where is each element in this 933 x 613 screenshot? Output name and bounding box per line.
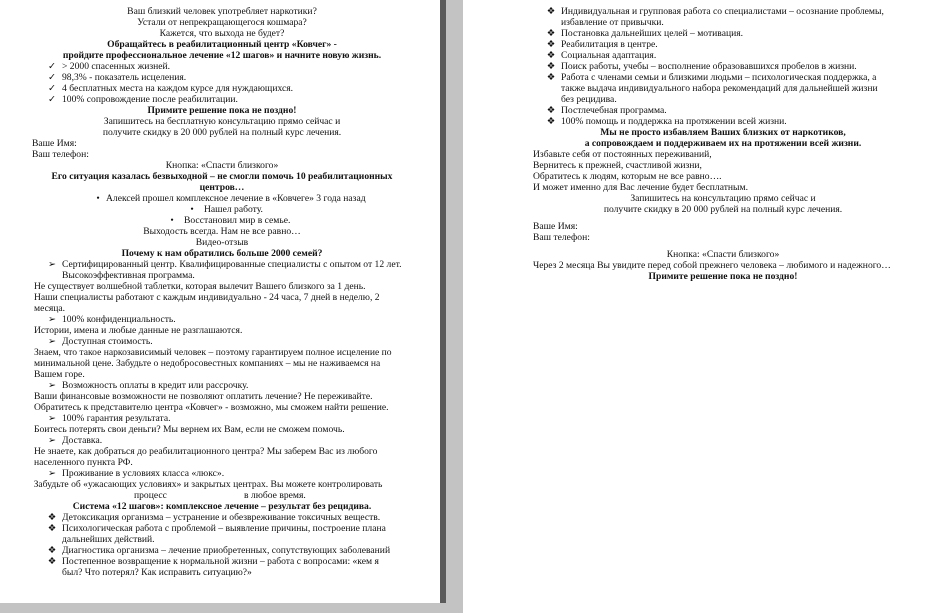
after-line: Через 2 месяца Вы увидите перед собой прежнего человека – любимого и надежного… xyxy=(533,260,891,271)
intro-line: Устали от непрекращающегося кошмара? xyxy=(137,17,307,28)
diamond-bullet-icon: ❖ xyxy=(546,39,556,50)
diamond-bullet-icon: ❖ xyxy=(47,556,57,567)
video-review: Видео-отзыв xyxy=(195,237,249,248)
diamond-bullet-icon: ❖ xyxy=(546,72,556,83)
list-item: ❖ Реабилитация в центре. xyxy=(546,39,658,50)
system-list xyxy=(34,512,410,578)
list-item: • Алексей прошел комплексное лечение в «Ковчеге» 3 года назад xyxy=(34,193,410,204)
list-item: ❖ Работа с членами семьи и близкими людьми – психологическая поддержка, а также выдача индивидуального набора рекомендаций для дальнейшей жизни без рецидива. xyxy=(546,72,878,105)
check-icon: ✓ xyxy=(47,61,57,72)
why-text: Вашем горе. xyxy=(34,369,85,380)
list-item: • Восстановил мир в семье. xyxy=(34,215,410,226)
list-item: ❖ Детоксикация организма – устранение и обезвреживание токсичных веществ. xyxy=(47,512,381,523)
name-label: Ваше Имя: xyxy=(32,138,77,149)
why-text: Истории, имена и любые данные не разглашаются. xyxy=(34,325,243,336)
list-item: ❖ Постановка дальнейших целей – мотивация. xyxy=(546,28,744,39)
why-text: Не знаете, как добраться до реабилитационного центра? Мы заберем Вас из любого xyxy=(34,446,378,457)
list-item: • Нашел работу. xyxy=(34,204,410,215)
checks-list xyxy=(34,61,410,105)
list-item: ❖ Постепенное возвращение к нормальной жизни – работа с вопросами: «кем я был? Что потерял? Как исправить ситуацию?» xyxy=(47,556,379,578)
list-item: ➢ Доставка. xyxy=(47,435,103,446)
diamond-bullet-icon: ❖ xyxy=(546,105,556,116)
diamond-bullet-icon: ❖ xyxy=(47,512,57,523)
list-item: ✓ 4 бесплатных места на каждом курсе для нуждающихся. xyxy=(47,83,294,94)
list-item: ✓ > 2000 спасенных жизней. xyxy=(47,61,171,72)
arrow-bullet-icon: ➢ xyxy=(47,413,57,424)
rid-line: Обратитесь к людям, которым не все равно…. xyxy=(533,171,722,182)
list-item: ❖ Поиск работы, учебы – восполнение образовавшихся пробелов в жизни. xyxy=(546,61,857,72)
arrow-bullet-icon: ➢ xyxy=(47,314,57,325)
list-item: ➢ Сертифицированный центр. Квалифицированные специалисты с опытом от 12 лет. xyxy=(47,259,402,270)
list-item: ➢ Доступная стоимость. xyxy=(47,336,153,347)
why-text: Не существует волшебной таблетки, которая вылечит Вашего близкого за 1 день. xyxy=(34,281,366,292)
list-item: ❖ 100% помощь и поддержка на протяжении всей жизни. xyxy=(546,116,787,127)
list-item: ➢ Возможность оплаты в кредит или рассрочку. xyxy=(47,380,249,391)
cta-title: Обращайтесь в реабилитационный центр «Ковчег» - xyxy=(107,39,337,50)
why-text: Боитесь потерять свои деньги? Мы вернем их Вам, если не сможем помочь. xyxy=(34,424,345,435)
arrow-bullet-icon: ➢ xyxy=(47,380,57,391)
story-title: центров… xyxy=(199,182,245,193)
diamond-bullet-icon: ❖ xyxy=(546,6,556,17)
list-item: ➢ 100% конфиденциальность. xyxy=(47,314,176,325)
list-item: ❖ Индивидуальная и групповая работа со специалистами – осознание проблемы, избавление от привычки. xyxy=(546,6,884,28)
rid-line: И может именно для Вас лечение будет бесплатным. xyxy=(533,182,748,193)
arrow-bullet-icon: ➢ xyxy=(47,435,57,446)
intro-line: Кажется, что выхода не будет? xyxy=(159,28,285,39)
list-item: ✓ 98,3% - показатель исцеления. xyxy=(47,72,187,83)
dot-bullet-icon: • xyxy=(190,204,194,215)
document-page-1 xyxy=(0,0,440,603)
forget-word: процесс xyxy=(134,490,167,501)
diamond-bullet-icon: ❖ xyxy=(546,50,556,61)
list-item: ❖ Диагностика организма – лечение приобретенных, сопутствующих заболеваний xyxy=(47,545,391,556)
diamond-bullet-icon: ❖ xyxy=(546,28,556,39)
decide-heading: Примите решение пока не поздно! xyxy=(147,105,297,116)
phone-label: Ваш телефон: xyxy=(533,232,590,243)
story-list xyxy=(34,193,410,226)
signup-line: получите скидку в 20 000 рублей на полный курс лечения. xyxy=(102,127,342,138)
page-bottom-strip xyxy=(0,603,446,613)
button-placeholder: Кнопка: «Спасти близкого» xyxy=(165,160,279,171)
decide-heading: Примите решение пока не поздно! xyxy=(648,271,798,282)
arrow-bullet-icon: ➢ xyxy=(47,259,57,270)
page-gutter xyxy=(446,0,463,613)
signup-line: Запишитесь на бесплатную консультацию прямо сейчас и xyxy=(103,116,341,127)
list-item: ➢ Проживание в условиях класса «люкс». xyxy=(47,468,225,479)
arrow-bullet-icon: ➢ xyxy=(47,468,57,479)
system-list-continued xyxy=(533,6,913,127)
arrow-bullet-icon: ➢ xyxy=(47,336,57,347)
rid-line: Вернитесь к прежней, счастливой жизни, xyxy=(533,160,702,171)
cta-title: пройдите профессиональное лечение «12 шагов» и начните новую жизнь. xyxy=(62,50,382,61)
why-title: Почему к нам обратились больше 2000 семей? xyxy=(121,248,323,259)
check-icon: ✓ xyxy=(47,72,57,83)
system-title: Система «12 шагов»: комплексное лечение – результат без рецидива. xyxy=(72,501,372,512)
why-text: Наши специалисты работают с каждым индивидуально - 24 часа, 7 дней в неделю, 2 xyxy=(34,292,380,303)
document-page-2 xyxy=(463,0,933,613)
diamond-bullet-icon: ❖ xyxy=(47,545,57,556)
diamond-bullet-icon: ❖ xyxy=(546,61,556,72)
why-text: Знаем, что такое наркозависимый человек – поэтому гарантируем полное исцеление по xyxy=(34,347,392,358)
list-item: ❖ Психологическая работа с проблемой – выявление причины, построение плана дальнейших действий. xyxy=(47,523,386,545)
check-icon: ✓ xyxy=(47,94,57,105)
why-section xyxy=(34,259,410,479)
forget-line: Забудьте об «ужасающих условиях» и закрытых центрах. Вы можете контролировать xyxy=(33,479,383,490)
diamond-bullet-icon: ❖ xyxy=(546,116,556,127)
why-text: месяца. xyxy=(34,303,66,314)
rid-line: Избавьте себя от постоянных переживаний, xyxy=(533,149,712,160)
why-text: населенного пункта РФ. xyxy=(34,457,133,468)
check-icon: ✓ xyxy=(47,83,57,94)
why-text: минимальной цене. Забудьте о недобросовестных компаниях – мы не наживаемся на xyxy=(34,358,381,369)
story-end: Выходость всегда. Нам не все равно… xyxy=(143,226,301,237)
story-title: Его ситуация казалась безвыходной – не смогли помочь 10 реабилитационных xyxy=(51,171,393,182)
phone-label: Ваш телефон: xyxy=(32,149,89,160)
why-text: Обратитесь к представителю центра «Ковчег» - возможно, мы сможем найти решение. xyxy=(34,402,389,413)
signup-line: Запишитесь на консультацию прямо сейчас и xyxy=(630,193,816,204)
signup-line: получите скидку в 20 000 рублей на полный курс лечения. xyxy=(603,204,843,215)
name-label: Ваше Имя: xyxy=(533,221,578,232)
list-item: Высокоэффективная программа. xyxy=(62,270,195,281)
why-text: Ваши финансовые возможности не позволяют оплатить лечение? Не переживайте. xyxy=(34,391,373,402)
list-item: ❖ Социальная адаптация. xyxy=(546,50,657,61)
forget-line-2 xyxy=(34,490,410,501)
support-heading: а сопровождаем и поддерживаем их на протяжении всей жизни. xyxy=(584,138,862,149)
list-item: ➢ 100% гарантия результата. xyxy=(47,413,171,424)
dot-bullet-icon: • xyxy=(170,215,174,226)
list-item: ✓ 100% сопровождение после реабилитации. xyxy=(47,94,238,105)
support-heading: Мы не просто избавляем Ваших близких от наркотиков, xyxy=(600,127,846,138)
forget-word: в любое время. xyxy=(244,490,306,501)
dot-bullet-icon: • xyxy=(96,193,100,204)
button-placeholder: Кнопка: «Спасти близкого» xyxy=(666,249,780,260)
list-item: ❖ Постлечебная программа. xyxy=(546,105,667,116)
diamond-bullet-icon: ❖ xyxy=(47,523,57,534)
intro-line: Ваш близкий человек употребляет наркотики? xyxy=(127,6,317,17)
